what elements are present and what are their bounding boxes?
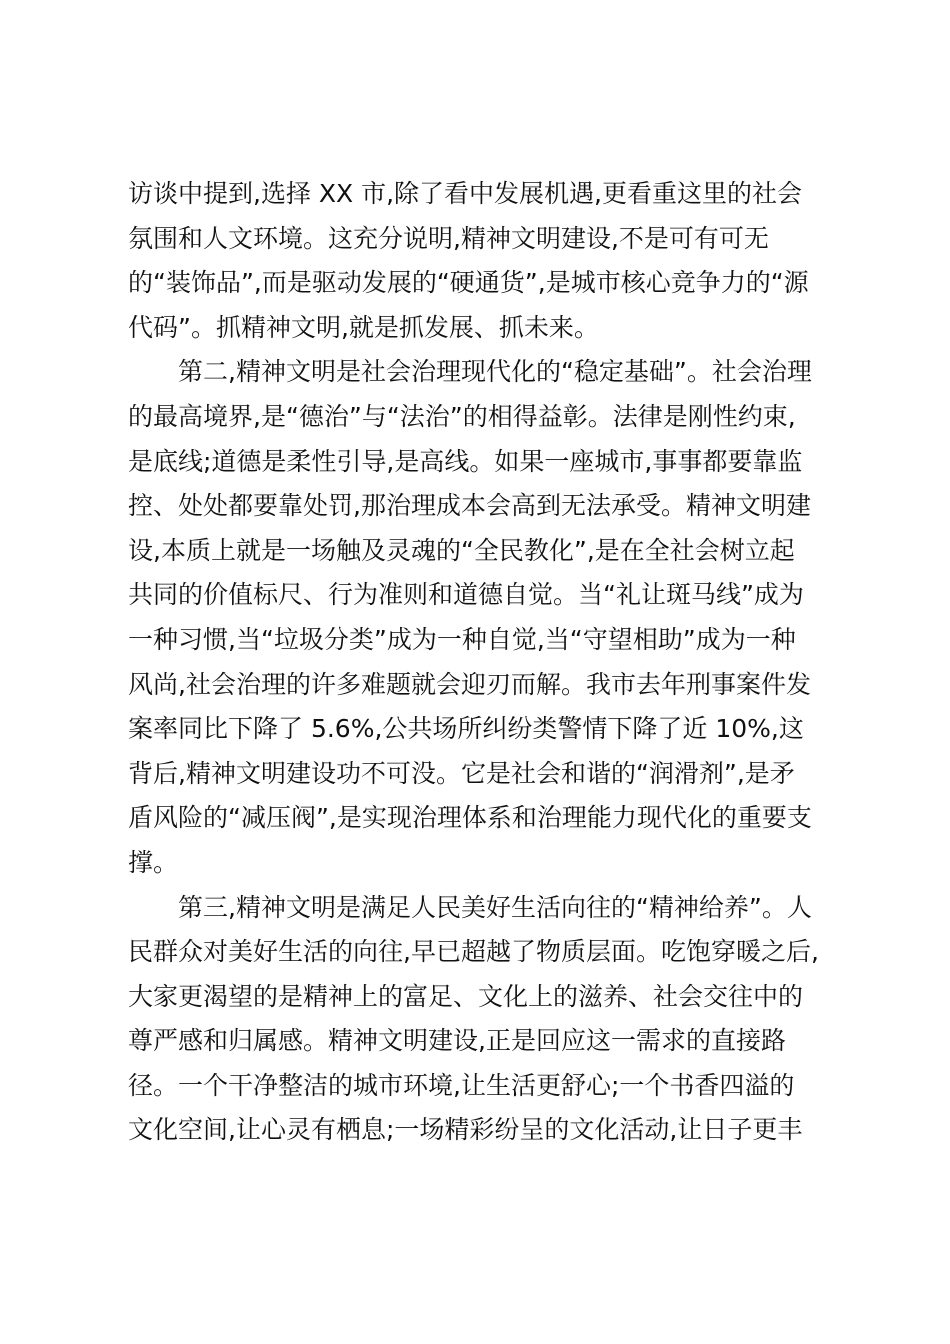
text-line: 访谈中提到,选择 XX 市,除了看中发展机遇,更看重这里的社会 [128,179,802,208]
text-line: 代码”。抓精神文明,就是抓发展、抓未来。 [128,312,599,342]
text-line: 的最高境界,是“德治”与“法治”的相得益彰。法律是刚性约束, [128,401,796,431]
text-line: 氛围和人文环境。这充分说明,精神文明建设,不是可有可无 [128,223,769,253]
text-line: 的“装饰品”,而是驱动发展的“硬通货”,是城市核心竞争力的“源 [128,268,809,298]
paragraph-start-line: 第三,精神文明是满足人民美好生活向往的“精神给养”。人 [178,892,812,922]
text-line: 撑。 [128,847,179,877]
text-line: 共同的价值标尺、行为准则和道德自觉。当“礼让斑马线”成为 [128,580,804,610]
text-line: 盾风险的“减压阀”,是实现治理体系和治理能力现代化的重要支 [128,803,812,833]
text-line: 设,本质上就是一场触及灵魂的“全民教化”,是在全社会树立起 [128,535,795,565]
text-line: 案率同比下降了 5.6%,公共场所纠纷类警情下降了近 10%,这 [128,714,804,744]
body-text [128,172,828,1153]
text-line: 大家更渴望的是精神上的富足、文化上的滋养、社会交往中的 [128,981,804,1011]
text-line: 尊严感和归属感。精神文明建设,正是回应这一需求的直接路 [128,1026,786,1056]
text-line: 一种习惯,当“垃圾分类”成为一种自觉,当“守望相助”成为一种 [128,624,796,654]
text-line: 民群众对美好生活的向往,早已超越了物质层面。吃饱穿暖之后, [128,937,819,967]
text-line: 控、处处都要靠处罚,那治理成本会高到无法承受。精神文明建 [128,491,811,521]
text-line: 文化空间,让心灵有栖息;一场精彩纷呈的文化活动,让日子更丰 [128,1115,803,1145]
text-line: 背后,精神文明建设功不可没。它是社会和谐的“润滑剂”,是矛 [128,758,795,788]
text-line: 风尚,社会治理的许多难题就会迎刃而解。我市去年刑事案件发 [128,669,811,699]
paragraph-start-line: 第二,精神文明是社会治理现代化的“稳定基础”。社会治理 [178,357,812,387]
text-line: 径。一个干净整洁的城市环境,让生活更舒心;一个书香四溢的 [128,1070,795,1100]
text-line: 是底线;道德是柔性引导,是高线。如果一座城市,事事都要靠监 [128,446,803,476]
